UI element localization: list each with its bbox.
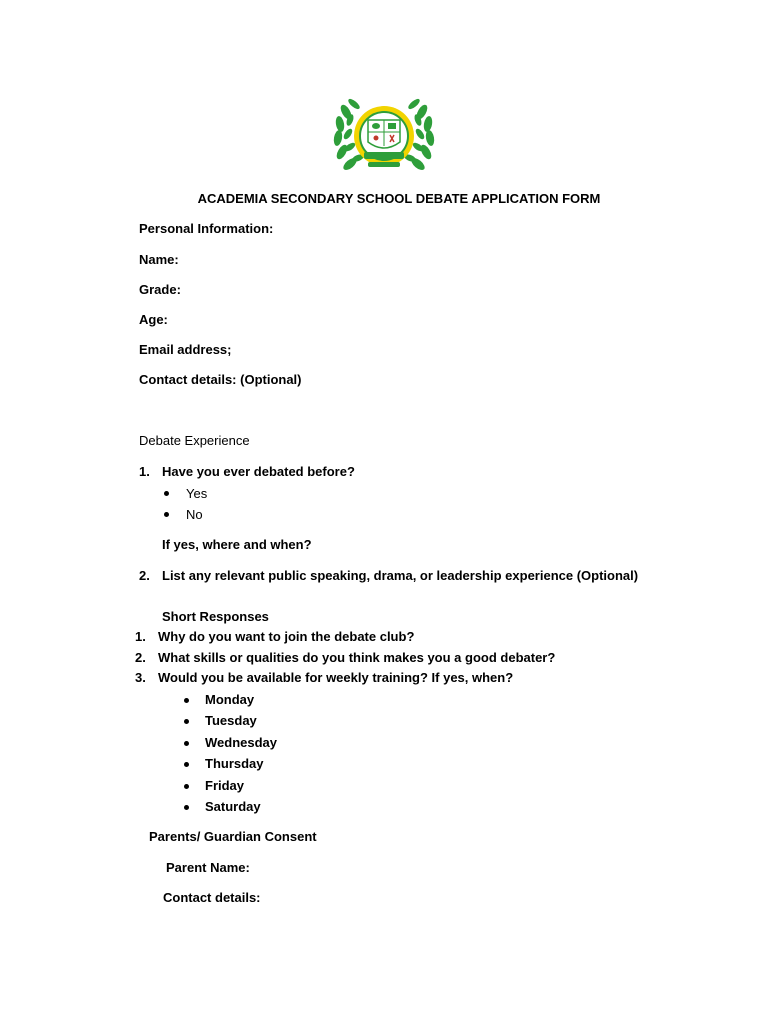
school-emblem-logo <box>328 92 440 182</box>
day-monday: Monday <box>205 692 255 707</box>
option-no: No <box>186 507 203 522</box>
experience-q1-number: 1. <box>139 464 150 479</box>
bullet-icon <box>164 512 169 517</box>
email-label: Email address; <box>139 342 232 357</box>
name-label: Name: <box>139 252 179 267</box>
bullet-icon <box>184 784 189 789</box>
personal-info-heading: Personal Information: <box>139 221 274 236</box>
day-tuesday: Tuesday <box>205 713 257 728</box>
short-q3-number: 3. <box>135 670 146 685</box>
form-title: ACADEMIA SECONDARY SCHOOL DEBATE APPLICATION FORM <box>197 191 601 206</box>
debate-experience-heading: Debate Experience <box>139 433 250 448</box>
grade-label: Grade: <box>139 282 181 297</box>
day-thursday: Thursday <box>205 756 264 771</box>
bullet-icon <box>184 805 189 810</box>
short-q2-number: 2. <box>135 650 146 665</box>
short-q2: What skills or qualities do you think makes you a good debater? <box>158 650 556 665</box>
parent-contact-label: Contact details: <box>163 890 261 905</box>
experience-q2-number: 2. <box>139 568 150 583</box>
day-saturday: Saturday <box>205 799 261 814</box>
bullet-icon <box>184 719 189 724</box>
short-q1-number: 1. <box>135 629 146 644</box>
day-wednesday: Wednesday <box>205 735 278 750</box>
parent-name-label: Parent Name: <box>166 860 250 875</box>
bullet-icon <box>164 491 169 496</box>
contact-label: Contact details: (Optional) <box>139 372 302 387</box>
experience-followup: If yes, where and when? <box>162 537 312 552</box>
bullet-icon <box>184 762 189 767</box>
experience-q2: List any relevant public speaking, drama, or leadership experience (Optional) <box>162 568 639 583</box>
day-friday: Friday <box>205 778 245 793</box>
consent-heading: Parents/ Guardian Consent <box>149 829 317 844</box>
short-q3: Would you be available for weekly training? If yes, when? <box>158 670 514 685</box>
option-yes: Yes <box>186 486 208 501</box>
experience-q1: Have you ever debated before? <box>162 464 355 479</box>
short-responses-heading: Short Responses <box>162 609 269 624</box>
age-label: Age: <box>139 312 168 327</box>
bullet-icon <box>184 741 189 746</box>
short-q1: Why do you want to join the debate club? <box>158 629 415 644</box>
bullet-icon <box>184 698 189 703</box>
